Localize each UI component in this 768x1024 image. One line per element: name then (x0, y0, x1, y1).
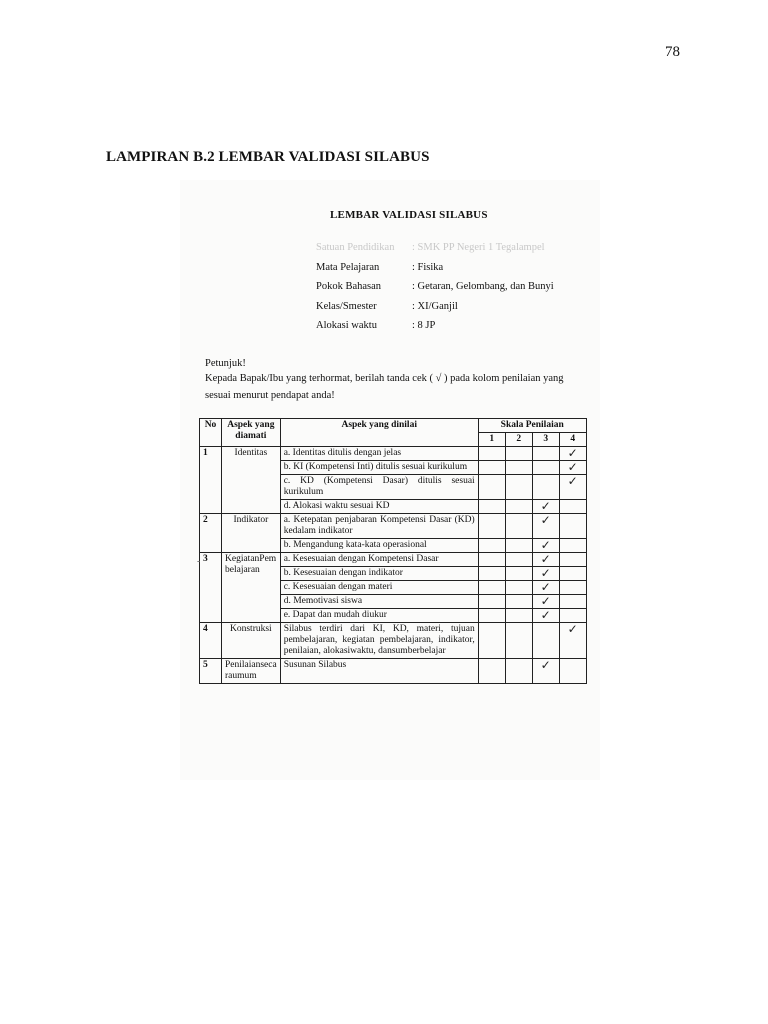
row-number: 3 (200, 553, 222, 623)
check-mark-icon: ✓ (567, 446, 578, 460)
header-scale-2: 2 (505, 433, 532, 447)
score-cell-2[interactable] (505, 500, 532, 514)
score-cell-2[interactable] (505, 539, 532, 553)
aspek-dinilai-item: Susunan Silabus (280, 659, 478, 684)
aspek-dinilai-item: a. Ketepatan penjabaran Kompetensi Dasar (KD) kedalam indikator (280, 514, 478, 539)
table-row (200, 659, 587, 684)
aspek-dinilai-item: b. Kesesuaian dengan indikator (280, 567, 478, 581)
score-cell-1[interactable] (478, 539, 505, 553)
page-number: 78 (665, 44, 680, 60)
scan-artifact: - (197, 556, 201, 567)
score-cell-4[interactable] (559, 475, 586, 500)
instructions-line: sesuai menurut pendapat anda! (205, 390, 335, 401)
score-cell-3[interactable] (532, 475, 559, 500)
form-title: LEMBAR VALIDASI SILABUS (330, 209, 488, 221)
aspek-diamati: Konstruksi (222, 623, 281, 659)
score-cell-3[interactable] (532, 623, 559, 659)
score-cell-1[interactable] (478, 500, 505, 514)
score-cell-4[interactable] (559, 609, 586, 623)
score-cell-4[interactable] (559, 567, 586, 581)
info-label: Satuan Pendidikan (316, 242, 395, 253)
info-label: Pokok Bahasan (316, 281, 382, 292)
info-label: Alokasi waktu (316, 320, 377, 331)
score-cell-3[interactable] (532, 461, 559, 475)
check-mark-icon: ✓ (567, 460, 578, 474)
aspek-diamati: KegiatanPem belajaran (222, 553, 281, 623)
check-mark-icon: ✓ (540, 566, 551, 580)
score-cell-1[interactable] (478, 475, 505, 500)
score-cell-3[interactable] (532, 553, 559, 567)
aspek-diamati: Identitas (222, 447, 281, 514)
header-skala-penilaian: Skala Penilaian (478, 419, 586, 433)
score-cell-4[interactable] (559, 461, 586, 475)
score-cell-3[interactable] (532, 500, 559, 514)
score-cell-1[interactable] (478, 567, 505, 581)
score-cell-2[interactable] (505, 623, 532, 659)
score-cell-4[interactable] (559, 581, 586, 595)
aspek-dinilai-item: d. Memotivasi siswa (280, 595, 478, 609)
info-value: : 8 JP (412, 320, 436, 331)
score-cell-3[interactable] (532, 595, 559, 609)
table-row (200, 553, 587, 567)
aspek-dinilai-item: Silabus terdiri dari KI, KD, materi, tujuan pembelajaran, kegiatan pembelajaran, indikator, penilaian, alokasiwaktu, dansumberbelajar (280, 623, 478, 659)
table-row (200, 514, 587, 539)
row-number: 2 (200, 514, 222, 553)
row-number: 4 (200, 623, 222, 659)
info-value: : XI/Ganjil (412, 301, 458, 312)
table-row (200, 447, 587, 461)
check-mark-icon: ✓ (567, 622, 578, 636)
score-cell-1[interactable] (478, 623, 505, 659)
score-cell-2[interactable] (505, 609, 532, 623)
row-number: 1 (200, 447, 222, 514)
header-scale-1: 1 (478, 433, 505, 447)
score-cell-1[interactable] (478, 553, 505, 567)
header-aspek-diamati: Aspek yang diamati (222, 419, 281, 447)
appendix-title: LAMPIRAN B.2 LEMBAR VALIDASI SILABUS (106, 149, 430, 165)
info-label: Kelas/Smester (316, 301, 377, 312)
score-cell-2[interactable] (505, 475, 532, 500)
score-cell-2[interactable] (505, 553, 532, 567)
check-mark-icon: ✓ (540, 580, 551, 594)
aspek-diamati: Indikator (222, 514, 281, 553)
score-cell-1[interactable] (478, 595, 505, 609)
header-scale-3: 3 (532, 433, 559, 447)
info-value: : Fisika (412, 262, 444, 273)
score-cell-3[interactable] (532, 514, 559, 539)
score-cell-2[interactable] (505, 659, 532, 684)
score-cell-2[interactable] (505, 514, 532, 539)
instructions-line: Kepada Bapak/Ibu yang terhormat, berilah tanda cek ( √ ) pada kolom penilaian yang (205, 373, 564, 384)
check-mark-icon: ✓ (540, 513, 551, 527)
info-label: Mata Pelajaran (316, 262, 380, 273)
check-mark-icon: ✓ (540, 538, 551, 552)
score-cell-1[interactable] (478, 581, 505, 595)
header-aspek-dinilai: Aspek yang dinilai (280, 419, 478, 447)
info-value: : Getaran, Gelombang, dan Bunyi (412, 281, 554, 292)
score-cell-2[interactable] (505, 461, 532, 475)
score-cell-4[interactable] (559, 595, 586, 609)
score-cell-1[interactable] (478, 461, 505, 475)
score-cell-2[interactable] (505, 581, 532, 595)
aspek-dinilai-item: a. Identitas ditulis dengan jelas (280, 447, 478, 461)
score-cell-4[interactable] (559, 447, 586, 461)
check-mark-icon: ✓ (540, 658, 551, 672)
instructions-heading: Petunjuk! (205, 358, 246, 369)
validation-table (199, 418, 587, 684)
score-cell-1[interactable] (478, 447, 505, 461)
score-cell-2[interactable] (505, 447, 532, 461)
score-cell-4[interactable] (559, 500, 586, 514)
info-value: : SMK PP Negeri 1 Tegalampel (412, 242, 545, 253)
check-mark-icon: ✓ (540, 552, 551, 566)
score-cell-3[interactable] (532, 447, 559, 461)
score-cell-4[interactable] (559, 539, 586, 553)
score-cell-3[interactable] (532, 659, 559, 684)
score-cell-3[interactable] (532, 581, 559, 595)
score-cell-4[interactable] (559, 553, 586, 567)
aspek-dinilai-item: b. Mengandung kata-kata operasional (280, 539, 478, 553)
table-body (200, 447, 587, 684)
header-scale-4: 4 (559, 433, 586, 447)
aspek-dinilai-item: e. Dapat dan mudah diukur (280, 609, 478, 623)
table-row (200, 623, 587, 659)
score-cell-2[interactable] (505, 595, 532, 609)
check-mark-icon: ✓ (540, 594, 551, 608)
check-mark-icon: ✓ (567, 474, 578, 488)
score-cell-4[interactable] (559, 659, 586, 684)
score-cell-3[interactable] (532, 609, 559, 623)
aspek-dinilai-item: c. Kesesuaian dengan materi (280, 581, 478, 595)
aspek-dinilai-item: a. Kesesuaian dengan Kompetensi Dasar (280, 553, 478, 567)
score-cell-1[interactable] (478, 609, 505, 623)
aspek-dinilai-item: c. KD (Kompetensi Dasar) ditulis sesuai kurikulum (280, 475, 478, 500)
row-number: 5 (200, 659, 222, 684)
score-cell-1[interactable] (478, 659, 505, 684)
score-cell-3[interactable] (532, 567, 559, 581)
score-cell-3[interactable] (532, 539, 559, 553)
header-no: No (200, 419, 222, 447)
score-cell-4[interactable] (559, 623, 586, 659)
score-cell-4[interactable] (559, 514, 586, 539)
aspek-diamati: Penilaianseca raumum (222, 659, 281, 684)
aspek-dinilai-item: b. KI (Kompetensi Inti) ditulis sesuai kurikulum (280, 461, 478, 475)
score-cell-2[interactable] (505, 567, 532, 581)
check-mark-icon: ✓ (540, 499, 551, 513)
check-mark-icon: ✓ (540, 608, 551, 622)
score-cell-1[interactable] (478, 514, 505, 539)
aspek-dinilai-item: d. Alokasi waktu sesuai KD (280, 500, 478, 514)
